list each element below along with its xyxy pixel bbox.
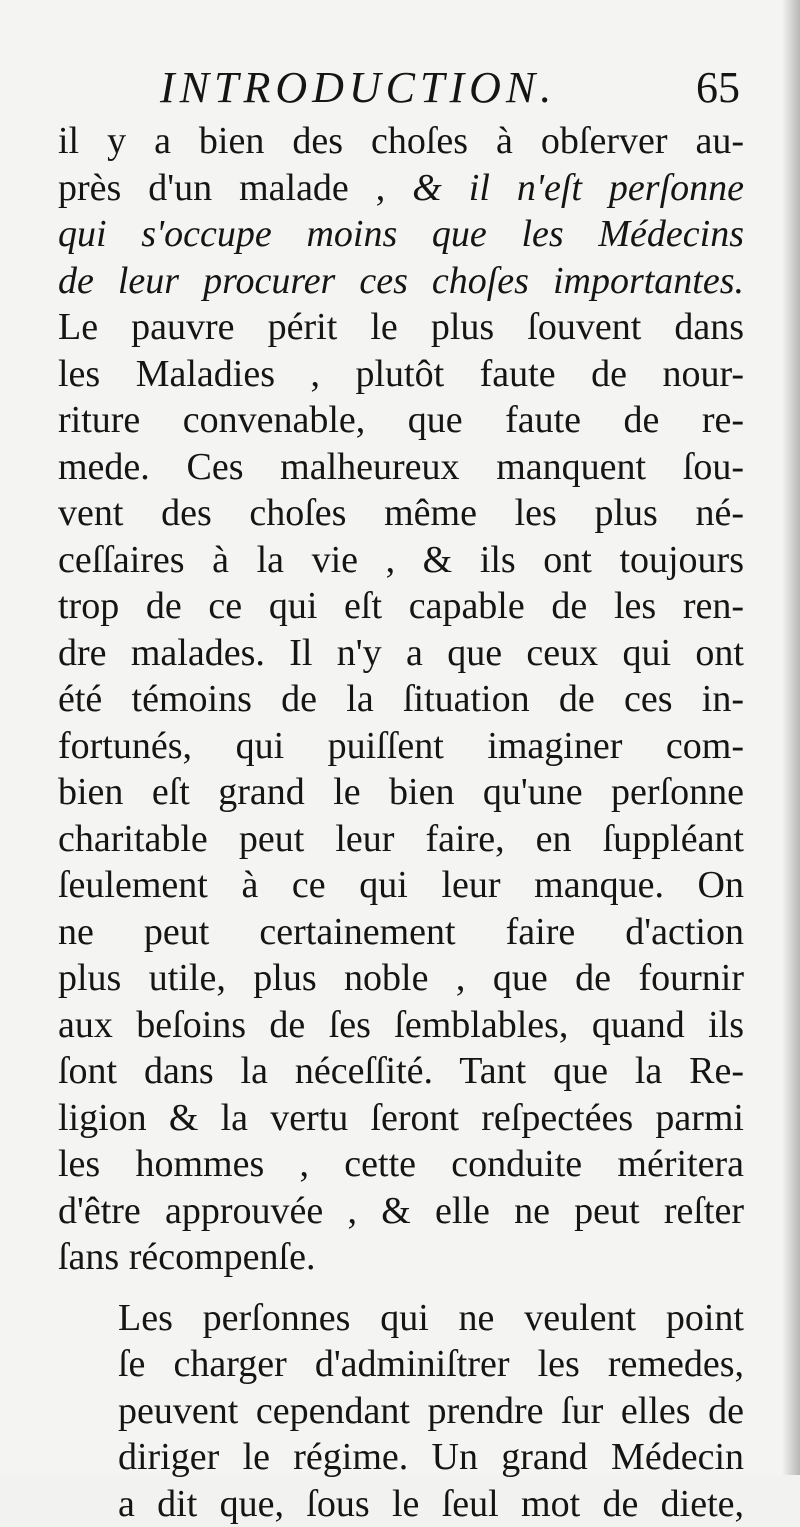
text-segment: près d'un malade , — [58, 167, 412, 209]
text-line: bien eſt grand le bien qu'une perſonne — [58, 769, 744, 816]
text-line: d'être approuvée , & elle ne peut reſter — [58, 1188, 744, 1235]
text-line — [58, 165, 744, 212]
text-line: ligion & la vertu ſeront reſpectées parmi — [58, 1095, 744, 1142]
text-line: de leur procurer ces choſes importantes. — [58, 258, 744, 305]
text-line: qui s'occupe moins que les Médecins — [58, 211, 744, 258]
text-line: dre malades. Il n'y a que ceux qui ont — [58, 630, 744, 677]
text-line: fortunés, qui puiſſent imaginer com- — [58, 723, 744, 770]
page-header — [60, 58, 740, 118]
paragraph-break — [58, 1281, 744, 1295]
text-line: ſeulement à ce qui leur manque. On — [58, 862, 744, 909]
text-line: les Maladies , plutôt faute de nour- — [58, 351, 744, 398]
text-line: riture convenable, que faute de re- — [58, 397, 744, 444]
text-line: diriger le régime. Un grand Médecin — [58, 1434, 744, 1481]
page-edge-shadow — [782, 0, 800, 1475]
text-line: ſe charger d'adminiſtrer les remedes, — [58, 1341, 744, 1388]
text-line: ſans récompenſe. — [58, 1234, 744, 1281]
text-line: ceſſaires à la vie , & ils ont toujours — [58, 537, 744, 584]
text-line: mede. Ces malheureux manquent ſou- — [58, 444, 744, 491]
body-text — [58, 118, 744, 1527]
text-line: les hommes , cette conduite méritera — [58, 1141, 744, 1188]
text-line: été témoins de la ſituation de ces in- — [58, 676, 744, 723]
text-line: a dit que, ſous le ſeul mot de diete, — [58, 1481, 744, 1527]
text-line: il y a bien des choſes à obſerver au- — [58, 118, 744, 165]
text-line: aux beſoins de ſes ſemblables, quand ils — [58, 1002, 744, 1049]
text-line: charitable peut leur faire, en ſuppléant — [58, 816, 744, 863]
text-line: ſont dans la néceſſité. Tant que la Re- — [58, 1048, 744, 1095]
text-line: ne peut certainement faire d'action — [58, 909, 744, 956]
text-line: trop de ce qui eſt capable de les ren- — [58, 583, 744, 630]
text-line: vent des choſes même les plus né- — [58, 490, 744, 537]
text-line: Les perſonnes qui ne veulent point — [58, 1295, 744, 1342]
italic-segment: & il n'eſt perſonne — [412, 167, 744, 209]
text-line: plus utile, plus noble , que de fournir — [58, 955, 744, 1002]
running-title: INTRODUCTION. — [160, 58, 556, 118]
page-number: 65 — [696, 58, 740, 118]
text-line: peuvent cependant prendre ſur elles de — [58, 1388, 744, 1435]
text-line: Le pauvre périt le plus ſouvent dans — [58, 304, 744, 351]
